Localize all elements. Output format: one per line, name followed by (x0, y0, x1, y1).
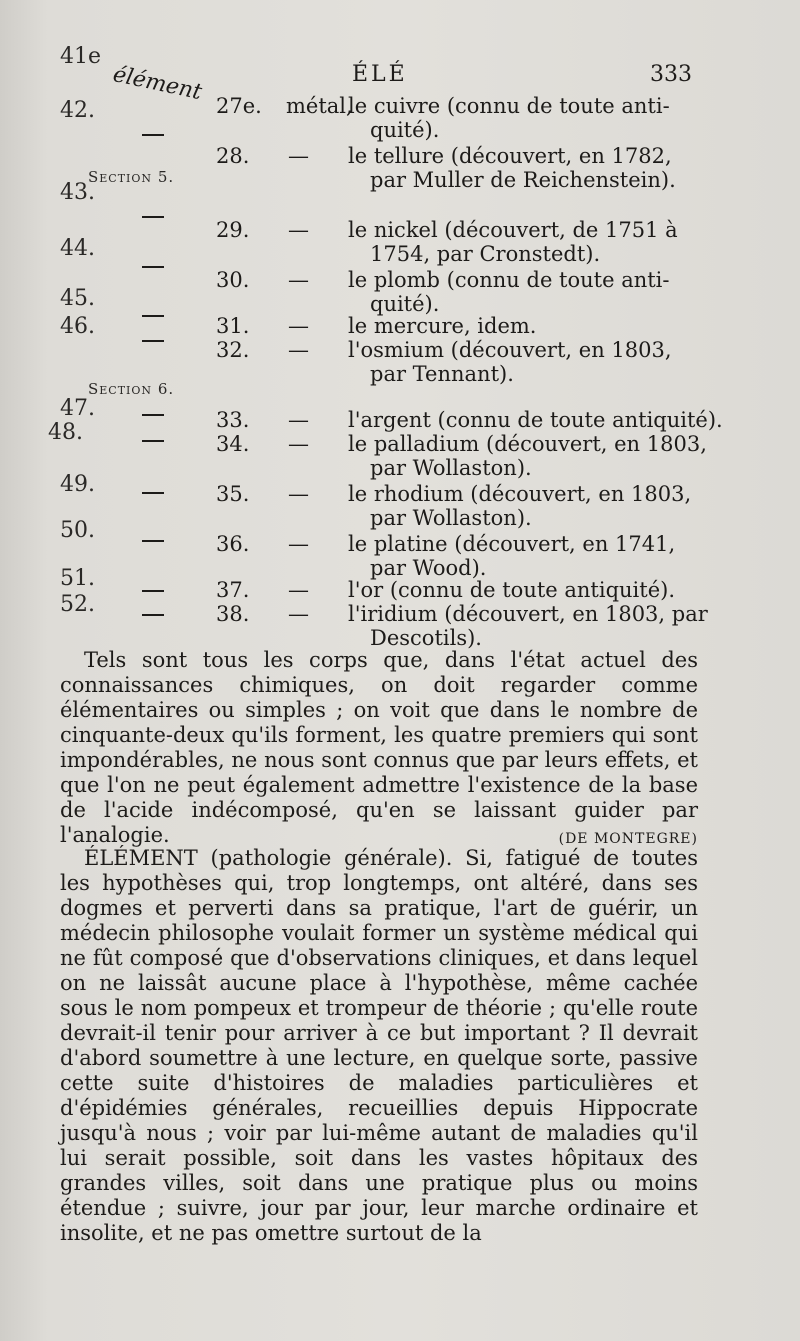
entry-category: — (288, 602, 309, 626)
entry-category: — (288, 408, 309, 432)
entry-ordinal: 31. (216, 314, 250, 338)
margin-number: 46. (60, 314, 95, 339)
margin-number: 49. (60, 472, 95, 497)
entry-line-continued: quité). (370, 118, 440, 142)
handwritten-dash (142, 440, 164, 442)
entry-ordinal: 34. (216, 432, 250, 456)
running-title: ÉLÉ (352, 62, 408, 87)
handwritten-dash (142, 266, 164, 268)
entry-category: — (288, 532, 309, 556)
page-number: 333 (650, 62, 692, 87)
handwritten-dash (142, 340, 164, 342)
entry-ordinal: 27e. (216, 94, 262, 118)
entry-category: — (288, 432, 309, 456)
entry-description (348, 602, 708, 650)
margin-number: 45. (60, 286, 95, 311)
paragraph-text: Tels sont tous les corps que, dans l'état actuel des connaissances chimiques, on doit regarder comme élémentaires ou simples ; on voit que dans le nombre de cinquante-deux qu'ils forment, les quatre premiers qui sont impondérables, ne nous sont connus que par leurs effets, et que l'on ne peut également admettre l'existence de la base de l'acide indécomposé, qu'en se laissant guider par l'analogie. (60, 648, 698, 847)
entry-ordinal: 30. (216, 268, 250, 292)
margin-number: 50. (60, 518, 95, 543)
entry-description (348, 432, 707, 480)
entry-description (348, 144, 676, 192)
entry-line-continued: Descotils). (370, 626, 482, 650)
entry-ordinal: 28. (216, 144, 250, 168)
margin-number: 52. (60, 592, 95, 617)
paragraph-text: ÉLÉMENT (pathologie générale). Si, fatigué de toutes les hypothèses qui, trop longtemps, ont altéré, dans ses dogmes et perverti dans sa pratique, l'art de guérir, un médecin philosophe voulait former un système médical qui ne fût composé que d'observations cliniques, et dans lequel on ne laissât aucune place à l'hypothèse, même cachée sous le nom pompeux et trompeur de théorie ; qu'elle route devrait-il tenir pour arriver à ce but important ? Il devrait d'abord soumettre à une lecture, en quelque sorte, passive cette suite d'histoires de maladies particulières et d'épidémies générales, recueillies depuis Hippocrate jusqu'à nous ; voir par lui-même autant de maladies qu'il lui serait possible, soit dans les vastes hôpitaux des grandes villes, soit dans une pratique plus ou moins étendue ; suivre, jour par jour, leur marche ordinaire et insolite, et ne pas omettre surtout de la (60, 846, 698, 1245)
entry-line: l'iridium (découvert, en 1803, par (348, 602, 708, 626)
entry-line: le plomb (connu de toute anti- (348, 268, 670, 292)
entry-description (348, 532, 675, 580)
entry-line-continued: par Wollaston). (370, 456, 532, 480)
margin-number: 44. (60, 236, 95, 261)
margin-number: 42. (60, 98, 95, 123)
entry-category: — (288, 338, 309, 362)
entry-ordinal: 38. (216, 602, 250, 626)
handwritten-dash (142, 134, 164, 136)
entry-category: — (288, 578, 309, 602)
entry-ordinal: 36. (216, 532, 250, 556)
entry-description (348, 94, 670, 142)
entry-line: le mercure, idem. (348, 314, 537, 338)
entry-line-continued: par Wollaston). (370, 506, 532, 530)
entry-description (348, 408, 723, 432)
handwritten-dash (142, 315, 164, 317)
entry-line: le platine (découvert, en 1741, (348, 532, 676, 556)
margin-number: 51. (60, 566, 95, 591)
handwritten-dash (142, 492, 164, 494)
author-signature: (DE MONTEGRE) (558, 831, 698, 847)
entry-line-continued: par Tennant). (370, 362, 514, 386)
paragraph-summary (60, 648, 698, 852)
entry-line: l'or (connu de toute antiquité). (348, 578, 676, 602)
margin-number: 47. (60, 396, 95, 421)
entry-description (348, 482, 691, 530)
entry-ordinal: 35. (216, 482, 250, 506)
entry-line: le rhodium (découvert, en 1803, (348, 482, 692, 506)
entry-line-continued: par Wood). (370, 556, 487, 580)
margin-section: Section 5. (88, 168, 175, 186)
entry-category: métal, (286, 94, 353, 118)
entry-ordinal: 29. (216, 218, 250, 242)
margin-section: Section 6. (88, 380, 175, 398)
entry-description (348, 218, 678, 266)
entry-line-continued: 1754, par Cronstedt). (370, 242, 601, 266)
paragraph-element-pathologie (60, 846, 698, 1246)
entry-description (348, 338, 672, 386)
handwritten-dash (142, 590, 164, 592)
entry-category: — (288, 268, 309, 292)
entry-category: — (288, 482, 309, 506)
entry-category: — (288, 144, 309, 168)
handwritten-number: 41e (60, 44, 102, 69)
handwritten-dash (142, 216, 164, 218)
entry-line: l'osmium (découvert, en 1803, (348, 338, 672, 362)
entry-line: le cuivre (connu de toute anti- (348, 94, 670, 118)
entry-category: — (288, 314, 309, 338)
entry-category: — (288, 218, 309, 242)
entry-line: le palladium (découvert, en 1803, (348, 432, 707, 456)
entry-description (348, 578, 675, 602)
entry-line-continued: quité). (370, 292, 440, 316)
handwritten-word: élément (110, 62, 205, 106)
entry-line: le nickel (découvert, de 1751 à (348, 218, 678, 242)
entry-ordinal: 33. (216, 408, 250, 432)
entry-line-continued: par Muller de Reichenstein). (370, 168, 676, 192)
entry-line: le tellure (découvert, en 1782, (348, 144, 672, 168)
entry-description (348, 314, 536, 338)
entry-ordinal: 37. (216, 578, 250, 602)
entry-ordinal: 32. (216, 338, 250, 362)
margin-number: 48. (48, 420, 83, 445)
entry-line: l'argent (connu de toute antiquité). (348, 408, 723, 432)
handwritten-dash (142, 414, 164, 416)
entry-description (348, 268, 670, 316)
handwritten-dash (142, 614, 164, 616)
margin-number: 43. (60, 180, 95, 205)
handwritten-dash (142, 540, 164, 542)
